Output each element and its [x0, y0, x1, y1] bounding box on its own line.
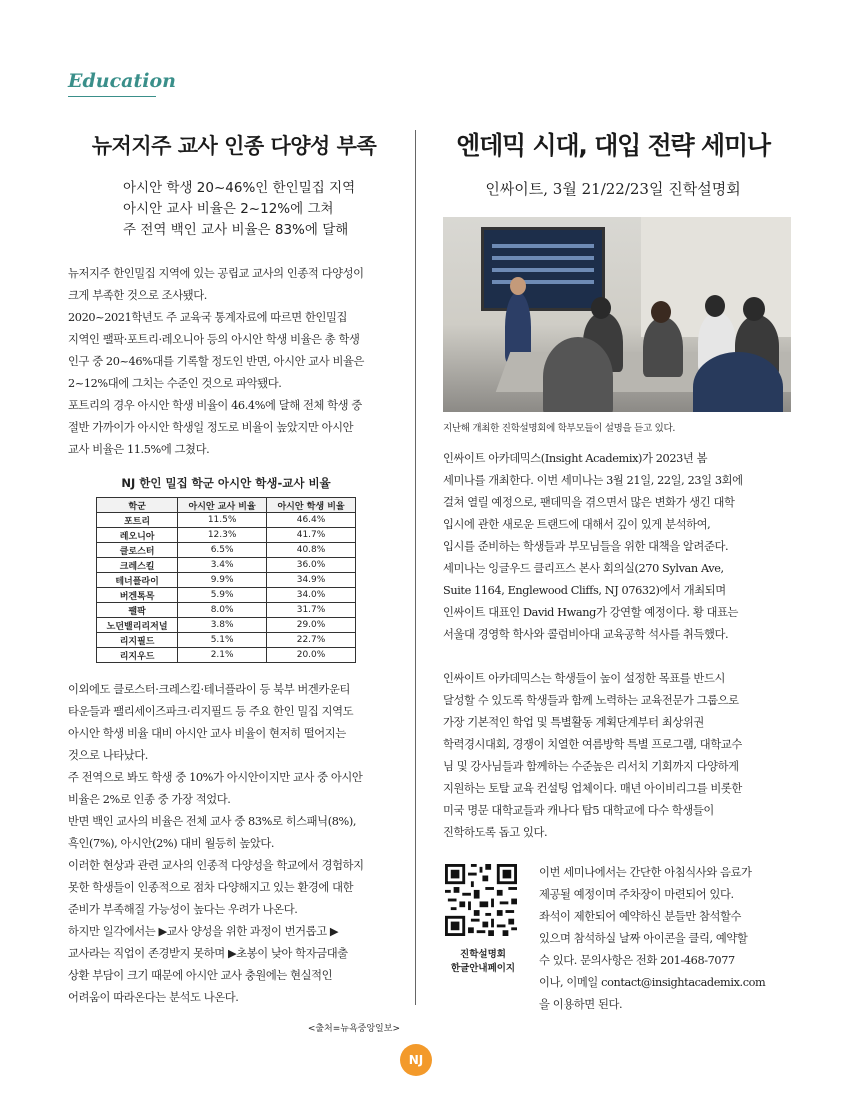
body-line: 입시를 준비하는 학생들과 부모님들을 위한 대책을 알려준다.: [443, 540, 729, 553]
body-line: 타운들과 팰리세이즈파크·리지필드 등 주요 한인 밀집 지역도: [68, 705, 354, 718]
left-body-bottom: [68, 679, 400, 1009]
nj-badge: NJ: [400, 1044, 432, 1076]
table-cell: 포트리: [97, 513, 178, 528]
table-cell: 29.0%: [267, 618, 356, 633]
body-line: 학력경시대회, 경쟁이 치열한 여름방학 특별 프로그램, 대학교수: [443, 738, 742, 751]
seminar-photo: [443, 217, 791, 412]
body-line: 인구 중 20~46%대를 기록할 정도인 반면, 아시안 교사 비율은: [68, 355, 365, 368]
table-row: [97, 603, 356, 618]
table-row: [97, 648, 356, 663]
section-label: Education: [68, 70, 176, 92]
section-underline: [68, 96, 156, 97]
body-line: 입시에 관한 새로운 트랜드에 대해서 깊이 있게 분석하여,: [443, 518, 711, 531]
body-line: 2020~2021학년도 주 교육국 통계자료에 따르면 한인밀집: [68, 311, 348, 324]
body-line: 인싸이트 대표인 David Hwang가 강연할 예정이다. 황 대표는: [443, 606, 739, 619]
right-headline: 엔데믹 시대, 대입 전략 세미나: [456, 131, 770, 160]
table-row: [97, 573, 356, 588]
table-row: [97, 558, 356, 573]
body-line: 절반 가까이가 아시안 학생일 정도로 비율이 높았지만 아시안: [68, 421, 354, 434]
body-line: 이번 세미나에서는 간단한 아침식사와 음료가: [539, 866, 752, 879]
ratio-table: [96, 497, 356, 663]
body-line: 주 전역으로 봐도 학생 중 10%가 아시안이지만 교사 중 아시안: [68, 771, 363, 784]
body-line: 을 이용하면 된다.: [539, 998, 623, 1011]
table-cell: 40.8%: [267, 543, 356, 558]
body-line: 제공될 예정이며 주차장이 마련되어 있다.: [539, 888, 734, 901]
left-body-top: [68, 263, 400, 461]
table-header-cell: 학군: [97, 498, 178, 513]
table-cell: 31.7%: [267, 603, 356, 618]
body-line: 아시안 학생 비율 대비 아시안 교사 비율이 현저히 떨어지는: [68, 727, 346, 740]
table-cell: 11.5%: [178, 513, 267, 528]
body-line: 비율은 2%로 인종 중 가장 적었다.: [68, 793, 231, 806]
qr-caption-line: 진학설명회: [460, 949, 506, 960]
body-line: 흑인(7%), 아시안(2%) 대비 월등히 높았다.: [68, 837, 275, 850]
body-line: 세미나는 잉글우드 클리프스 본사 회의실(270 Sylvan Ave,: [443, 562, 724, 575]
body-line: 이러한 현상과 관련 교사의 인종적 다양성을 학교에서 경험하지: [68, 859, 364, 872]
table-cell: 테너플라이: [97, 573, 178, 588]
table-cell: 41.7%: [267, 528, 356, 543]
table-cell: 34.9%: [267, 573, 356, 588]
body-line: Suite 1164, Englewood Cliffs, NJ 07632)에서 개최되며: [443, 584, 726, 597]
body-line: 인싸이트 아카데믹스(Insight Academix)가 2023년 봄: [443, 452, 708, 465]
table-row: [97, 588, 356, 603]
table-cell: 22.7%: [267, 633, 356, 648]
table-row: [97, 618, 356, 633]
table-header-cell: 아시안 교사 비율: [178, 498, 267, 513]
photo-caption: 지난해 개최한 진학설명회에 학부모들이 설명을 듣고 있다.: [443, 423, 676, 434]
table-row: [97, 513, 356, 528]
body-line: 것으로 나타났다.: [68, 749, 148, 762]
body-line: 미국 명문 대학교들과 캐나다 탑5 대학교에 다수 학생들이: [443, 804, 714, 817]
right-article: [443, 120, 783, 1011]
body-line: 가장 기본적인 학업 및 특별활동 계획단계부터 최상위권: [443, 716, 704, 729]
right-paragraph-3: [539, 862, 785, 1016]
body-line: 교사라는 직업이 존경받지 못하며 ▶초봉이 낮아 학자금대출: [68, 947, 348, 960]
body-line: 어려움이 따라온다는 분석도 나온다.: [68, 991, 239, 1004]
table-cell: 레오니아: [97, 528, 178, 543]
body-line: 2~12%대에 그치는 수준인 것으로 파악됐다.: [68, 377, 282, 390]
table-cell: 3.8%: [178, 618, 267, 633]
table-title: NJ 한인 밀집 학군 아시안 학생-교사 비율: [121, 476, 331, 490]
qr-caption: [443, 948, 523, 976]
body-line: 서울대 경영학 학사와 콜럼비아대 교육공학 석사를 취득했다.: [443, 628, 729, 641]
table-cell: 3.4%: [178, 558, 267, 573]
table-cell: 노던밸리리저널: [97, 618, 178, 633]
column-divider: [415, 130, 416, 1005]
table-header-cell: 아시안 학생 비율: [267, 498, 356, 513]
body-line: 준비가 부족해질 가능성이 높다는 우려가 나온다.: [68, 903, 298, 916]
body-line: 좌석이 제한되어 예약하신 분들만 참석할수: [539, 910, 741, 923]
right-paragraph-1: [443, 448, 783, 646]
table-cell: 36.0%: [267, 558, 356, 573]
body-line: 이외에도 클로스터·크레스킬·테너플라이 등 북부 버겐카운티: [68, 683, 350, 696]
body-line: 인싸이트 아카데믹스는 학생들이 높이 설정한 목표를 반드시: [443, 672, 725, 685]
table-header-row: [97, 498, 356, 513]
subhead-line: 아시안 교사 비율은 2~12%에 그쳐: [123, 201, 334, 217]
source-credit: <출처=뉴욕중앙일보>: [307, 1024, 400, 1034]
subhead-line: 주 전역 백인 교사 비율은 83%에 달해: [123, 222, 349, 238]
body-line: 반면 백인 교사의 비율은 전체 교사 중 83%로 히스패닉(8%),: [68, 815, 357, 828]
body-line: 이나, 이메일 contact@insightacademix.com: [539, 976, 766, 989]
body-line: 포트리의 경우 아시안 학생 비율이 46.4%에 달해 전체 학생 중: [68, 399, 362, 412]
right-paragraph-2: [443, 668, 783, 844]
right-subline: 인싸이트, 3월 21/22/23일 진학설명회: [485, 180, 741, 198]
table-cell: 팰팍: [97, 603, 178, 618]
body-line: 뉴저지주 한인밀집 지역에 있는 공립교 교사의 인종적 다양성이: [68, 267, 364, 280]
table-cell: 8.0%: [178, 603, 267, 618]
table-cell: 46.4%: [267, 513, 356, 528]
table-cell: 크레스킬: [97, 558, 178, 573]
table-cell: 버겐톡목: [97, 588, 178, 603]
left-headline: 뉴저지주 교사 인종 다양성 부족: [91, 134, 377, 158]
body-line: 걸쳐 열릴 예정으로, 팬데믹을 겪으면서 많은 변화가 생긴 대학: [443, 496, 735, 509]
table-cell: 리지필드: [97, 633, 178, 648]
left-article: [68, 120, 400, 1034]
table-cell: 5.1%: [178, 633, 267, 648]
presentation-screen: [481, 227, 605, 311]
body-line: 하지만 일각에서는 ▶교사 양성을 위한 과정이 번거롭고 ▶: [68, 925, 339, 938]
body-line: 진학하도록 돕고 있다.: [443, 826, 548, 839]
body-line: 세미나를 개최한다. 이번 세미나는 3월 21일, 22일, 23일 3회에: [443, 474, 743, 487]
body-line: 못한 학생들이 인종적으로 점차 다양해지고 있는 환경에 대한: [68, 881, 354, 894]
body-line: 크게 부족한 것으로 조사됐다.: [68, 289, 207, 302]
subhead-line: 아시안 학생 20~46%인 한인밀집 지역: [123, 180, 356, 196]
table-cell: 34.0%: [267, 588, 356, 603]
table-cell: 5.9%: [178, 588, 267, 603]
table-row: [97, 633, 356, 648]
qr-caption-line: 한글안내페이지: [450, 963, 516, 974]
table-cell: 6.5%: [178, 543, 267, 558]
table-cell: 2.1%: [178, 648, 267, 663]
body-line: 지역인 팰팍·포트리·레오니아 등의 아시안 학생 비율은 총 학생: [68, 333, 360, 346]
table-cell: 9.9%: [178, 573, 267, 588]
body-line: 지원하는 토탈 교육 컨설팅 업체이다. 매년 아이비리그를 비롯한: [443, 782, 742, 795]
table-row: [97, 543, 356, 558]
body-line: 교사 비율은 11.5%에 그쳤다.: [68, 443, 210, 456]
left-subheads: [68, 178, 400, 241]
body-line: 있으며 참석하실 날짜 아이콘을 클릭, 예약할: [539, 932, 748, 945]
qr-block: [443, 862, 783, 1011]
table-cell: 12.3%: [178, 528, 267, 543]
ratio-table-block: [96, 475, 356, 663]
body-line: 수 있다. 문의사항은 전화 201-468-7077: [539, 954, 735, 967]
body-line: 상환 부담이 크기 때문에 아시안 교사 충원에는 현실적인: [68, 969, 333, 982]
body-line: 달성할 수 있도록 학생들과 함께 노력하는 교육전문가 그룹으로: [443, 694, 739, 707]
body-line: 님 및 강사님들과 함께하는 수준높은 리서치 기회까지 다양하게: [443, 760, 739, 773]
table-cell: 클로스터: [97, 543, 178, 558]
table-row: [97, 528, 356, 543]
qr-code-icon[interactable]: [445, 864, 517, 936]
table-cell: 리지우드: [97, 648, 178, 663]
table-cell: 20.0%: [267, 648, 356, 663]
